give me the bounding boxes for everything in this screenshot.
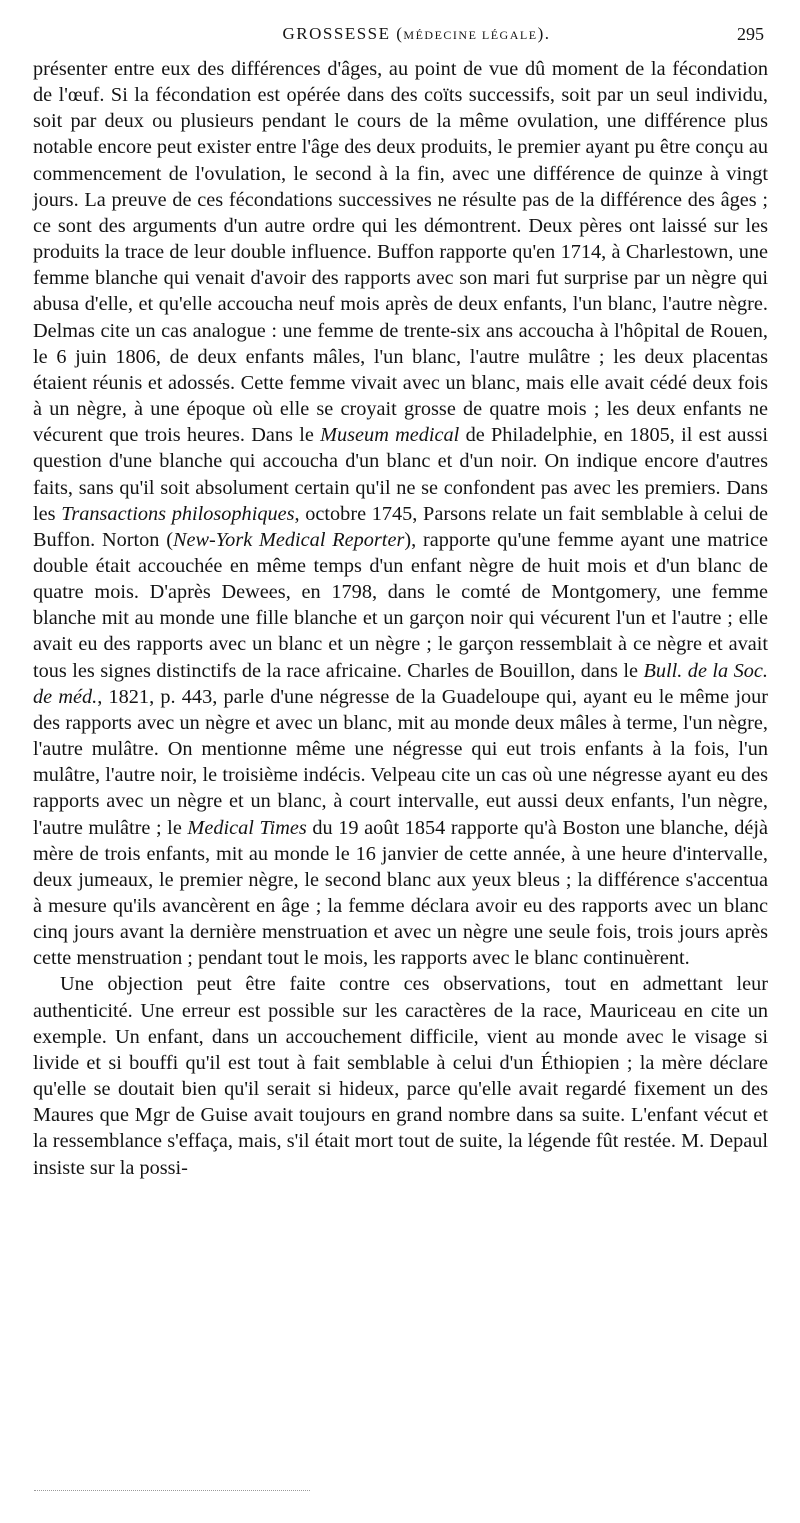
text-segment: de Philadelphie, en 1805, il est aussi question d'une blanche qui accoucha d'un blanc et d'un noir. On indique encore d'autres faits, sans qu'il soit absolument certain qu'il ne se confondent pas avec les premiers. Dans les <box>33 424 768 525</box>
italic-title: Medical Times <box>187 816 307 839</box>
text-segment: Une objection peut être faite contre ces observations, tout en admettant leur authenticité. Une erreur est possible sur les caractères de la race, Mauriceau en cite un exemple. Un enfant, dans un accouchement difficile, vient au monde avec le visage si livide et si bouffi qu'il est tout à fait semblable à celui d'un Éthiopien ; la mère déclare qu'elle se doutait bien qu'il serait si hideux, parce qu'elle avait regardé fixement un des Maures que Mgr de Guise avait toujours en grand nombre dans sa suite. L'enfant vécut et la ressemblance s'effaça, mais, s'il était mort tout de suite, la légende fût restée. M. Depaul insiste sur la possi- <box>33 973 768 1179</box>
paragraph-1 <box>33 56 768 971</box>
italic-title: New-York Medical Reporter <box>172 528 405 551</box>
text-segment: présenter entre eux des différences d'âges, au point de vue dû moment de la fécondation de l'œuf. Si la fécondation est opérée dans des coïts successifs, soit par un seul individu, soit par deux ou plusieurs pendant le cours de la même ovulation, une différence plus notable encore peut exister entre l'âge des deux produits, le premier ayant pu être conçu au commencement de l'ovulation, le second à la fin, avec une différence de quinze à vingt jours. La preuve de ces fécondations successives ne résulte pas de la différence des âges ; ce sont des arguments d'un autre ordre qui les démontrent. Deux pères ont laissé sur les produits la trace de leur double influence. Buffon rapporte qu'en 1714, à Charlestown, une femme blanche qui venait d'avoir des rapports avec son mari fut surprise par un nègre qui abusa d'elle, et qu'elle accoucha neuf mois après de deux enfants, l'un blanc, l'autre nègre. Delmas cite un cas analogue : une femme de trente-six ans accoucha à l'hôpital de Rouen, le 6 juin 1806, de deux enfants mâles, l'un blanc, l'autre mulâtre ; les deux placentas étaient réunis et adossés. Cette femme vivait avec un blanc, mais elle avait cédé deux fois à un nègre, à une époque où elle se croyait grosse de quatre mois ; les deux enfants ne vécurent que trois heures. Dans le <box>33 58 768 447</box>
text-segment: , octobre 1745, Parsons relate un fait semblable à celui de Buffon. Norton ( <box>33 502 768 551</box>
running-title-end: ). <box>537 24 551 43</box>
running-header <box>33 24 768 56</box>
italic-title: Museum medical <box>320 424 460 447</box>
text-segment: du 19 août 1854 rapporte qu'à Boston une blanche, déjà mère de trois enfants, mit au monde le 16 janvier de cette année, à une heure d'intervalle, deux jumeaux, le premier nègre, le second blanc aux yeux bleus ; la différence s'accentua à mesure qu'ils avancèrent en âge ; la femme déclara avoir eu des rapports avec un blanc cinq jours avant la dernière menstruation et avec un nègre une seule fois, trois jours après cette menstruation ; pendant tout le mois, les rapports avec le blanc continuèrent. <box>33 816 768 970</box>
page-number: 295 <box>737 24 764 44</box>
running-title <box>283 24 551 44</box>
running-title-small-caps: MÉDECINE LÉGALE <box>403 28 538 42</box>
footer-dotted-rule <box>34 1490 310 1491</box>
italic-title: Bull. de la Soc. de méd. <box>33 659 768 708</box>
text-segment: , 1821, p. 443, parle d'une négresse de la Guadeloupe qui, ayant eu le même jour des rapports avec un nègre et avec un blanc, mit au monde deux mâles à terme, l'un nègre, l'autre mulâtre. On mentionne même une négresse qui eut trois enfants à la fois, l'un mulâtre, l'autre noir, le troisième indécis. Velpeau cite un cas où une négresse ayant eu des rapports avec un nègre et un blanc, à court intervalle, eut aussi deux enfants, l'un nègre, l'autre mulâtre ; le <box>33 685 768 839</box>
text-segment: ), rapporte qu'une femme ayant une matrice double était accouchée en même temps d'un enfant nègre de huit mois et d'un blanc de quatre mois. D'après Dewees, en 1798, dans le comté de Montgomery, une femme blanche mit au monde une fille blanche et un garçon noir qui vécurent l'un et l'autre ; elle avait eu des rapports avec un blanc et un nègre ; le garçon ressemblait à ce nègre et avait tous les signes distinctifs de la race africaine. Charles de Bouillon, dans le <box>33 528 768 682</box>
paragraph-2 <box>33 971 768 1180</box>
running-title-main: GROSSESSE ( <box>282 24 404 43</box>
book-page <box>33 24 768 1181</box>
body-text <box>33 56 768 1181</box>
italic-title: Transactions philosophiques <box>61 502 295 525</box>
